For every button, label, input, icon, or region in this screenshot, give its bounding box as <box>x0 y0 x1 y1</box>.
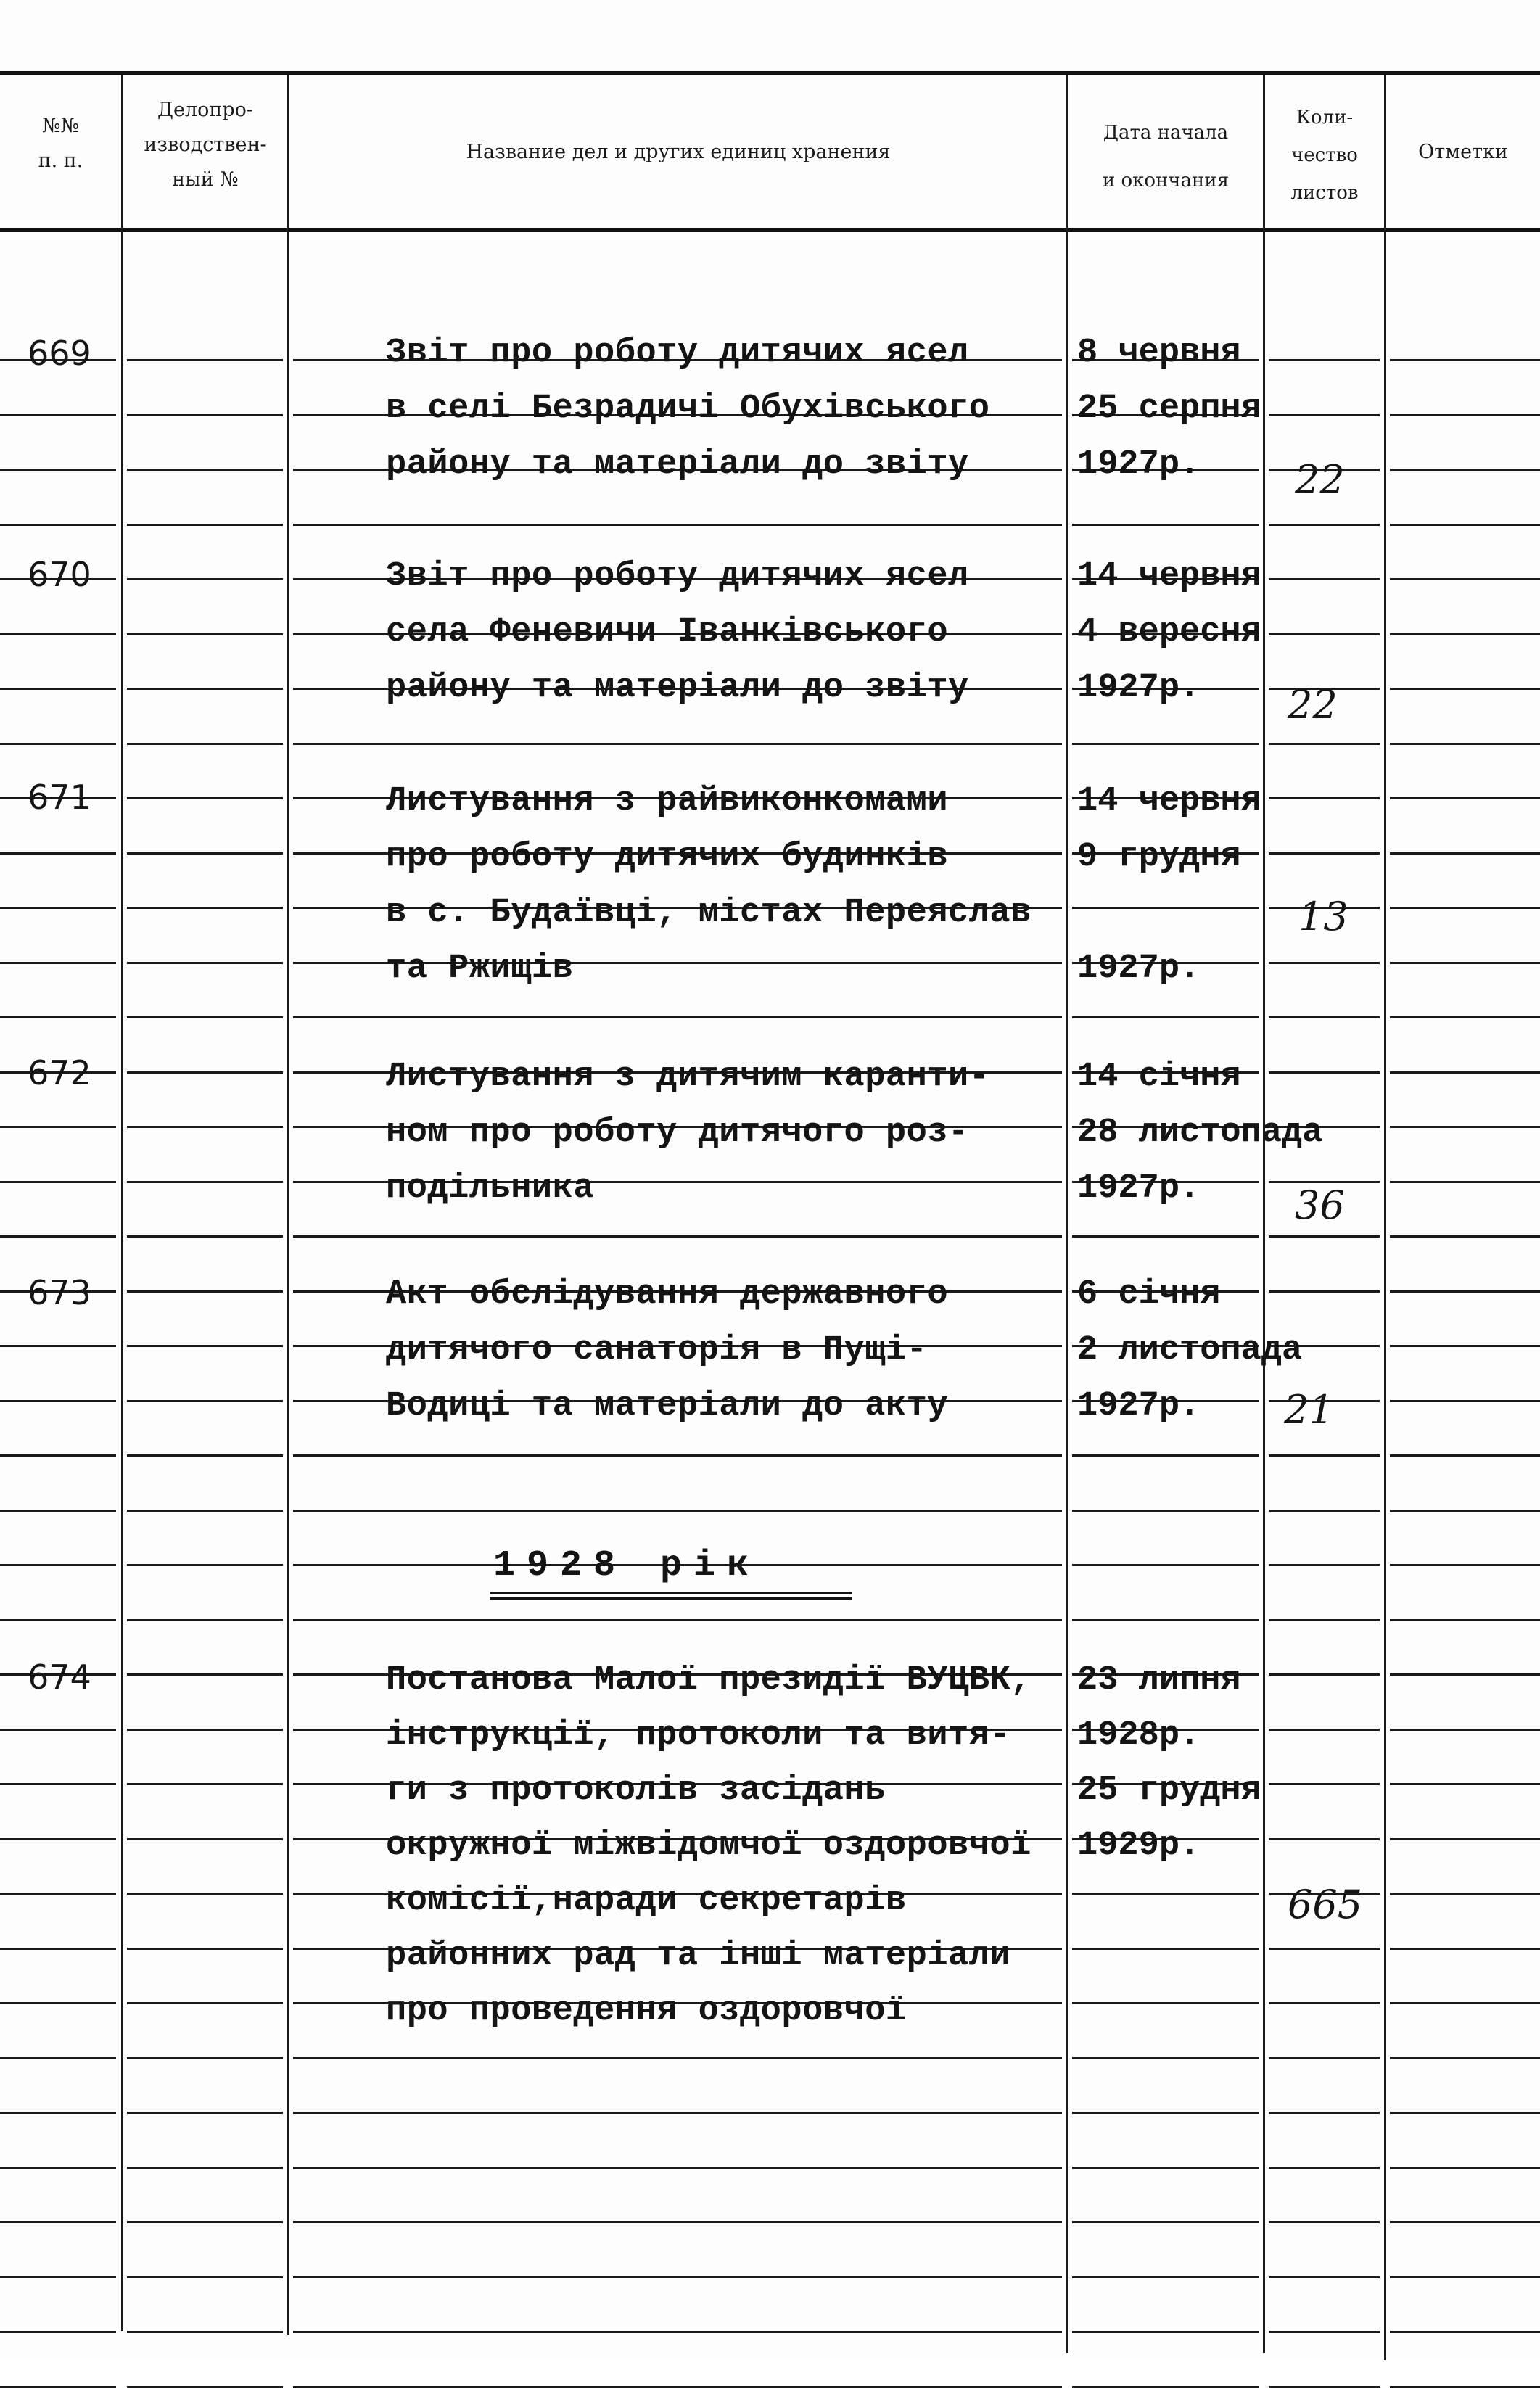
entry-title-line: району та матеріали до звіту <box>386 445 969 484</box>
ruled-line <box>1390 1564 1540 1566</box>
ruled-line <box>127 1673 283 1676</box>
ruled-line <box>1390 1619 1540 1621</box>
header-label: п. п. <box>38 149 83 172</box>
ruled-line <box>1390 414 1540 416</box>
ruled-line <box>127 2167 283 2169</box>
ruled-line <box>127 1948 283 1950</box>
entry-date-line: 2 листопада <box>1077 1331 1303 1370</box>
ruled-line <box>1390 1838 1540 1840</box>
entry-sheet-count: 22 <box>1295 457 1345 503</box>
entry-date-line: 1927р. <box>1077 445 1201 484</box>
ruled-line <box>1269 1071 1380 1074</box>
entry-title-line: ги з протоколів засідань <box>386 1771 886 1810</box>
ruled-line <box>293 2331 1062 2333</box>
entry-title-line: в селі Безрадичі Обухівського <box>386 390 990 428</box>
ruled-line <box>1072 2002 1259 2004</box>
section-heading-underline <box>490 1597 852 1600</box>
ruled-line <box>127 1619 283 1621</box>
ruled-line <box>1390 962 1540 964</box>
ruled-line <box>0 2112 116 2114</box>
ruled-line <box>293 1619 1062 1621</box>
ruled-line <box>1390 1948 1540 1950</box>
ruled-line <box>1390 907 1540 909</box>
entry-date-line: 1929р. <box>1077 1827 1201 1865</box>
ruled-line <box>1269 743 1380 745</box>
entry-date-line: 6 січня <box>1077 1275 1221 1314</box>
entry-sheet-count: 22 <box>1288 682 1338 728</box>
header-sheet-count-column <box>1265 99 1384 212</box>
ruled-line <box>1390 1729 1540 1731</box>
entry-title-line: Акт обслідування державного <box>386 1275 949 1314</box>
ruled-line <box>1072 1454 1259 1457</box>
ruled-line <box>1390 1893 1540 1895</box>
ruled-line <box>1269 2276 1380 2278</box>
ruled-line <box>127 1564 283 1566</box>
entry-title-line: подільника <box>386 1169 595 1208</box>
entry-title-line: ном про роботу дитячого роз- <box>386 1113 969 1152</box>
ruled-line <box>127 1838 283 1840</box>
ruled-line <box>1390 852 1540 855</box>
entry-date-line: 9 грудня <box>1077 838 1241 876</box>
ruled-line <box>0 1181 116 1183</box>
ruled-line <box>0 2221 116 2223</box>
entry-date-line: 1927р. <box>1077 950 1201 988</box>
ruled-line <box>0 1016 116 1018</box>
ruled-line <box>0 1619 116 1621</box>
ruled-line <box>1390 2221 1540 2223</box>
ruled-line <box>127 359 283 361</box>
entry-date-line: 1928р. <box>1077 1716 1201 1755</box>
ruled-line <box>127 578 283 580</box>
header-bottom-rule <box>0 228 1540 232</box>
entry-date-line: 14 січня <box>1077 1058 1241 1096</box>
ruled-line <box>127 962 283 964</box>
ruled-line <box>0 1235 116 1238</box>
entry-title-line: інструкції, протоколи та витя- <box>386 1716 1011 1755</box>
entry-sheet-count: 665 <box>1288 1882 1363 1927</box>
ruled-line <box>1269 1783 1380 1785</box>
ruled-line <box>127 2002 283 2004</box>
ruled-line <box>1390 1071 1540 1074</box>
entry-title-line: району та матеріали до звіту <box>386 669 969 707</box>
ruled-line <box>1390 1290 1540 1293</box>
entry-date-line: 1927р. <box>1077 669 1201 707</box>
ruled-line <box>1269 2167 1380 2169</box>
ruled-line <box>0 2276 116 2278</box>
ruled-line <box>0 2002 116 2004</box>
ruled-line <box>1072 1619 1259 1621</box>
ruled-line <box>1269 1619 1380 1621</box>
entry-title-line: Постанова Малої президії ВУЦВК, <box>386 1661 1032 1700</box>
column-divider <box>1066 75 1068 2353</box>
ruled-line <box>0 688 116 690</box>
entry-date-line: 1927р. <box>1077 1169 1201 1208</box>
entry-number: 673 <box>28 1273 91 1312</box>
ruled-line <box>127 2221 283 2223</box>
entry-title-line: Листування з райвиконкомами <box>386 782 949 820</box>
ruled-line <box>1390 1126 1540 1128</box>
column-divider <box>1263 75 1265 2353</box>
ruled-line <box>127 688 283 690</box>
ruled-line <box>127 1345 283 1347</box>
entry-title-line: окружної міжвідомчої оздоровчої <box>386 1827 1032 1865</box>
entry-number: 669 <box>28 334 91 373</box>
entry-title-line: районних рад та інші матеріали <box>386 1937 1011 1975</box>
ruled-line <box>127 469 283 471</box>
entry-date-line: 23 липня <box>1077 1661 1241 1700</box>
ruled-line <box>1269 1510 1380 1512</box>
ruled-line <box>1390 743 1540 745</box>
ruled-line <box>127 1510 283 1512</box>
header-top-rule <box>0 71 1540 75</box>
ruled-line <box>1390 469 1540 471</box>
ruled-line <box>0 907 116 909</box>
ruled-line <box>293 2167 1062 2169</box>
ruled-line <box>127 1016 283 1018</box>
ruled-line <box>127 852 283 855</box>
ruled-line <box>1072 1564 1259 1566</box>
ruled-line <box>1072 743 1259 745</box>
ruled-line <box>1269 359 1380 361</box>
entry-title-line: села Феневичи Іванківського <box>386 613 949 651</box>
entry-title-line: в с. Будаївці, містах Переяслав <box>386 894 1032 932</box>
ruled-line <box>0 1783 116 1785</box>
ruled-line <box>293 1016 1062 1018</box>
header-label: чество <box>1291 144 1358 166</box>
ruled-line <box>1269 633 1380 635</box>
entry-title-line: Водиці та матеріали до акту <box>386 1387 949 1425</box>
header-label: №№ <box>41 115 80 137</box>
column-divider <box>1384 75 1386 2360</box>
ruled-line <box>127 1893 283 1895</box>
entry-sheet-count: 13 <box>1298 894 1348 939</box>
ruled-line <box>1269 797 1380 799</box>
ruled-line <box>127 2331 283 2333</box>
ruled-line <box>1390 1510 1540 1512</box>
ruled-line <box>0 1126 116 1128</box>
ruled-line <box>1269 1838 1380 1840</box>
ruled-line <box>1269 414 1380 416</box>
entry-title-line: про проведення оздоровчої <box>386 1992 907 2030</box>
ruled-line <box>0 1838 116 1840</box>
header-office-number-column <box>123 93 287 197</box>
ruled-line <box>1390 1181 1540 1183</box>
ruled-line <box>127 907 283 909</box>
ruled-line <box>1072 1016 1259 1018</box>
column-divider <box>287 75 289 2335</box>
entry-date-line: 8 червня <box>1077 334 1241 372</box>
ruled-line <box>127 743 283 745</box>
ruled-line <box>127 1290 283 1293</box>
ruled-line <box>1390 688 1540 690</box>
ruled-line <box>1390 2002 1540 2004</box>
ruled-line <box>1390 524 1540 526</box>
header-label: ный № <box>172 168 239 191</box>
ruled-line <box>1390 1454 1540 1457</box>
ruled-line <box>127 1729 283 1731</box>
ruled-line <box>127 1181 283 1183</box>
ruled-line <box>1269 578 1380 580</box>
ruled-line <box>127 1454 283 1457</box>
ruled-line <box>293 2276 1062 2278</box>
ruled-line <box>0 2057 116 2059</box>
header-label: изводствен- <box>144 133 267 156</box>
ruled-line <box>1390 797 1540 799</box>
header-title-column: Название дел и других единиц хранения <box>466 141 891 163</box>
entry-date-line: 14 червня <box>1077 557 1261 596</box>
ruled-line <box>293 2112 1062 2114</box>
ruled-line <box>127 2057 283 2059</box>
ruled-line <box>1390 578 1540 580</box>
ruled-line <box>0 962 116 964</box>
entry-date-line: 4 вересня <box>1077 613 1261 651</box>
entry-sheet-count: 36 <box>1295 1182 1345 1228</box>
ruled-line <box>0 1454 116 1457</box>
ruled-line <box>0 1510 116 1512</box>
entry-number: 674 <box>28 1658 91 1697</box>
section-heading-underline <box>490 1592 852 1594</box>
ruled-line <box>0 1564 116 1566</box>
ruled-line <box>127 1400 283 1402</box>
ruled-line <box>1390 2331 1540 2333</box>
entry-title-line: дитячого санаторія в Пущі- <box>386 1331 928 1370</box>
ruled-line <box>1390 1400 1540 1402</box>
ruled-line <box>1269 1016 1380 1018</box>
ruled-line <box>1072 2276 1259 2278</box>
ruled-line <box>1269 2057 1380 2059</box>
ruled-line <box>127 524 283 526</box>
ruled-line <box>1269 1454 1380 1457</box>
ruled-line <box>0 633 116 635</box>
ruled-line <box>1269 2331 1380 2333</box>
ruled-line <box>1269 1564 1380 1566</box>
entry-sheet-count: 21 <box>1284 1387 1334 1433</box>
ruled-line <box>1269 962 1380 964</box>
section-year-heading: 1928 рік <box>493 1545 761 1586</box>
ruled-line <box>293 1510 1062 1512</box>
ruled-line <box>127 2276 283 2278</box>
ruled-line <box>1269 852 1380 855</box>
ruled-line <box>127 1235 283 1238</box>
header-label: Дата начала <box>1103 122 1229 144</box>
ruled-line <box>0 1948 116 1950</box>
entry-title-line: комісії,наради секретарів <box>386 1882 907 1920</box>
ruled-line <box>1072 524 1259 526</box>
entry-number: 672 <box>28 1053 91 1092</box>
ruled-line <box>1390 1235 1540 1238</box>
ruled-line <box>293 2057 1062 2059</box>
entry-date-line: 1927р. <box>1077 1387 1201 1425</box>
entry-title-line: Звіт про роботу дитячих ясел <box>386 334 969 372</box>
ruled-line <box>1390 1783 1540 1785</box>
ruled-line <box>1269 1948 1380 1950</box>
ruled-line <box>1269 2112 1380 2114</box>
ruled-line <box>1269 1729 1380 1731</box>
ruled-line <box>1072 2057 1259 2059</box>
ruled-line <box>1072 2331 1259 2333</box>
ruled-line <box>1072 1510 1259 1512</box>
ruled-line <box>127 1126 283 1128</box>
ruled-line <box>0 469 116 471</box>
ruled-line <box>293 1235 1062 1238</box>
entry-date-line: 28 листопада <box>1077 1113 1323 1152</box>
header-label: листов <box>1290 182 1359 204</box>
ruled-line <box>293 1454 1062 1457</box>
entry-title-line: Листування з дитячим каранти- <box>386 1058 990 1096</box>
ruled-line <box>1390 2057 1540 2059</box>
ruled-line <box>0 414 116 416</box>
ruled-line <box>1269 2221 1380 2223</box>
ruled-line <box>0 743 116 745</box>
ruled-line <box>1269 1235 1380 1238</box>
ruled-line <box>127 633 283 635</box>
ruled-line <box>1072 2221 1259 2223</box>
entry-number: 671 <box>28 778 91 817</box>
ruled-line <box>1072 2167 1259 2169</box>
header-notes-column: Отметки <box>1418 141 1508 163</box>
entry-number: 670 <box>28 555 91 594</box>
header-label: и окончания <box>1102 170 1230 192</box>
header-number-column <box>0 109 121 178</box>
ruled-line <box>0 1893 116 1895</box>
ruled-line <box>127 1783 283 1785</box>
ruled-line <box>1390 1345 1540 1347</box>
ruled-line <box>1390 359 1540 361</box>
ruled-line <box>1072 1235 1259 1238</box>
ruled-line <box>0 524 116 526</box>
ruled-line <box>0 2331 116 2333</box>
ruled-line <box>0 1400 116 1402</box>
ruled-line <box>1072 907 1259 909</box>
ruled-line <box>1269 524 1380 526</box>
ruled-line <box>293 743 1062 745</box>
entry-title-line: Звіт про роботу дитячих ясел <box>386 557 969 596</box>
ruled-line <box>0 1729 116 1731</box>
ruled-line <box>1269 1290 1380 1293</box>
header-label: Коли- <box>1296 107 1354 128</box>
ruled-line <box>1072 1948 1259 1950</box>
column-divider <box>121 75 123 2331</box>
ruled-line <box>0 852 116 855</box>
ruled-line <box>1390 633 1540 635</box>
ruled-line <box>1072 1893 1259 1895</box>
ruled-line <box>1390 2276 1540 2278</box>
entry-title-line: та Ржищів <box>386 950 574 988</box>
ruled-line <box>1072 2112 1259 2114</box>
header-label: Делопро- <box>157 99 253 121</box>
entry-date-line: 25 грудня <box>1077 1771 1261 1810</box>
entry-title-line: про роботу дитячих будинків <box>386 838 949 876</box>
ruled-line <box>293 524 1062 526</box>
ruled-line <box>0 1345 116 1347</box>
ruled-line <box>127 1071 283 1074</box>
ruled-line <box>127 2112 283 2114</box>
ruled-line <box>1269 2002 1380 2004</box>
ruled-line <box>1390 2167 1540 2169</box>
ruled-line <box>1269 1673 1380 1676</box>
ruled-line <box>1390 1016 1540 1018</box>
ruled-line <box>127 414 283 416</box>
ruled-line <box>1390 2112 1540 2114</box>
entry-date-line: 14 червня <box>1077 782 1261 820</box>
ruled-line <box>293 2221 1062 2223</box>
ruled-line <box>127 797 283 799</box>
header-date-column <box>1068 109 1263 205</box>
ruled-line <box>1390 1673 1540 1676</box>
ruled-line <box>0 2167 116 2169</box>
entry-date-line: 25 серпня <box>1077 390 1261 428</box>
